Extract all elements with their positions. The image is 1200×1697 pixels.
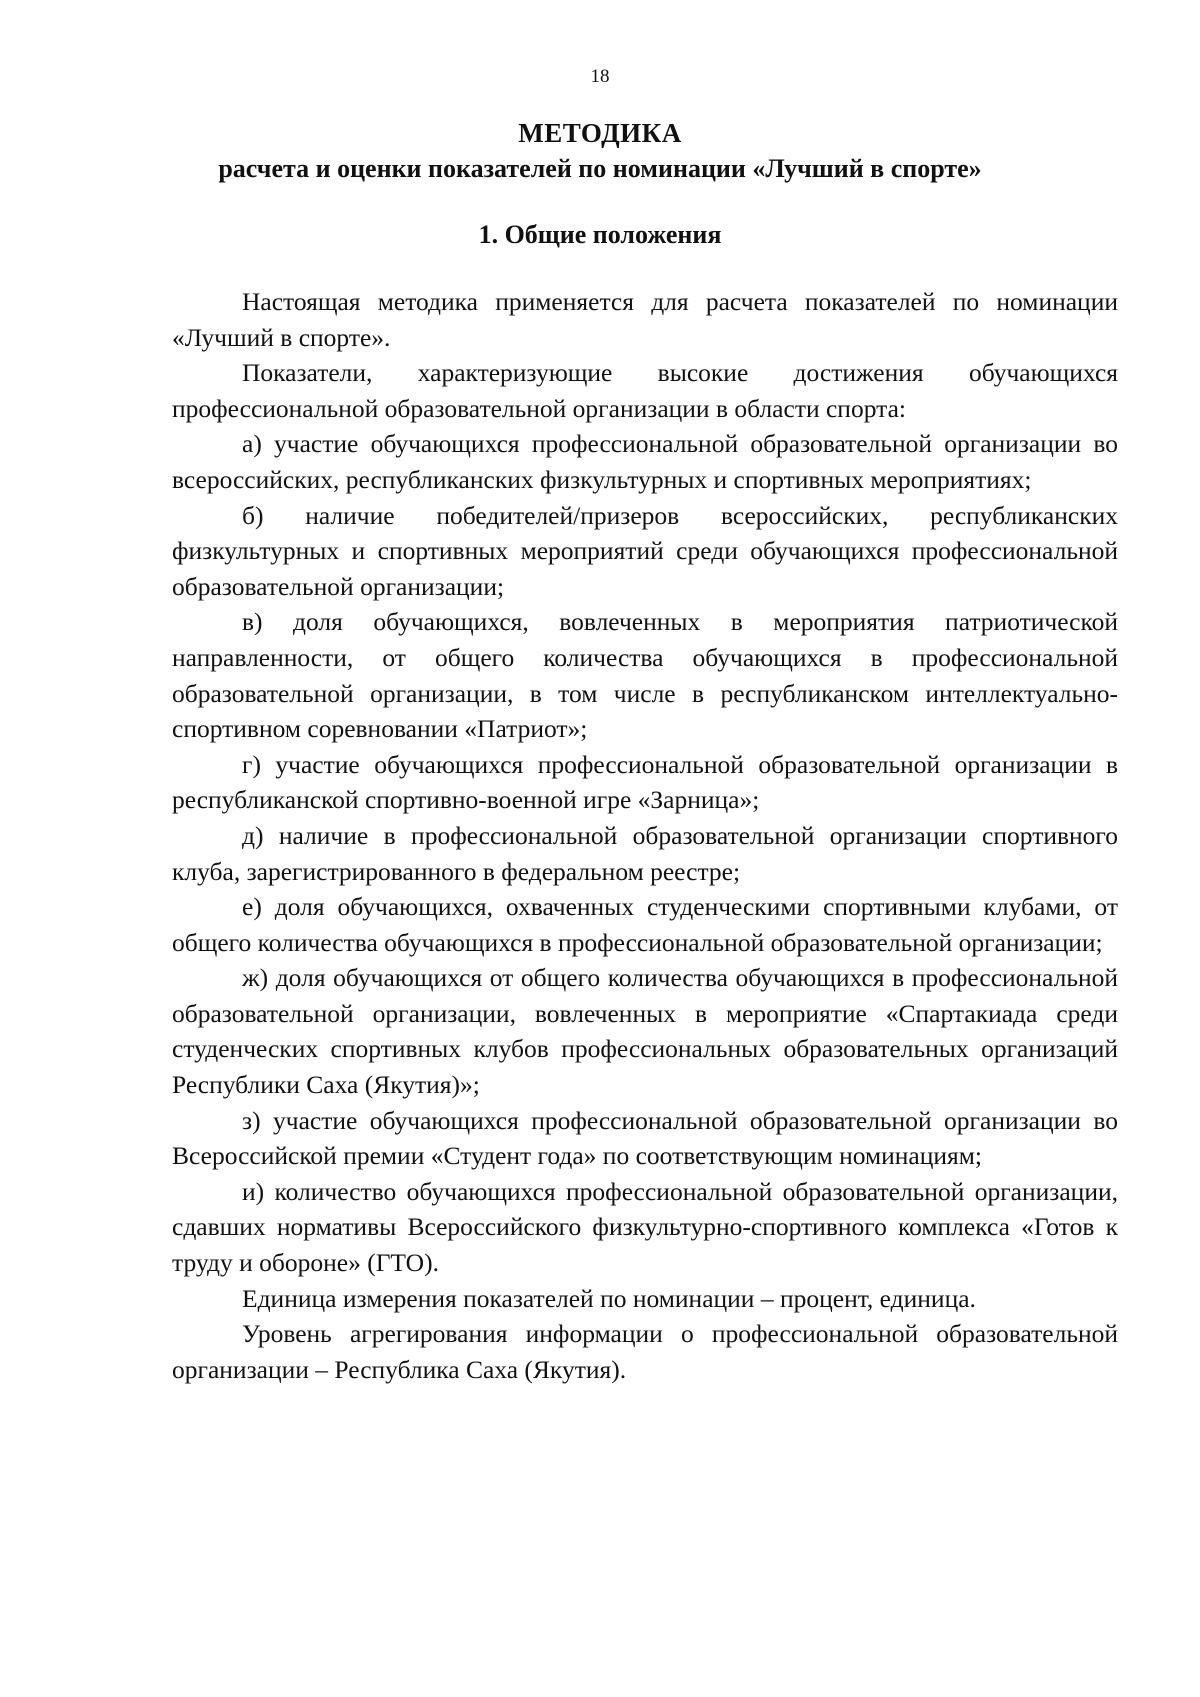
section-heading: 1. Общие положения (478, 220, 722, 249)
list-item-z: з) участие обучающихся профессиональной образовательной организации во Всероссийской премии «Студент года» по соответствующим номинациям; (172, 1105, 1118, 1171)
paragraph-intro: Настоящая методика применяется для расчета показателей по номинации «Лучший в спорте». (172, 287, 1118, 352)
list-item-a: а) участие обучающихся профессиональной образовательной организации во всероссийских, республиканских физкультурных и спортивных мероприятиях; (172, 429, 1118, 494)
paragraph-unit: Единица измерения показателей по номинации – процент, единица. (242, 1283, 976, 1313)
list-item-e: е) доля обучающихся, охваченных студенческими спортивными клубами, от общего количества обучающихся в профессиональной образовательной организации; (172, 892, 1118, 957)
body-text (172, 284, 1118, 1387)
paragraph-aggregation: Уровень агрегирования информации о профессиональной образовательной организации – Республика Саха (Якутия). (172, 1319, 1118, 1384)
list-item-b: б) наличие победителей/призеров всероссийских, республиканских физкультурных и спортивных мероприятий среди обучающихся профессиональной образовательной организации; (172, 500, 1118, 601)
document-subtitle: расчета и оценки показателей по номинации «Лучший в спорте» (218, 154, 982, 183)
list-item-v: в) доля обучающихся, вовлеченных в мероприятия патриотической направленности, от общего количества обучающихся в профессиональной образовательной организации, в том числе в республиканском интеллектуально-спортивном соревновании «Патриот»; (172, 607, 1118, 744)
list-item-zh: ж) доля обучающихся от общего количества обучающихся в профессиональной образовательной организации, вовлеченных в мероприятие «Спартакиада среди студенческих спортивных клубов профессиональных образовательных организаций Республики Саха (Якутия)»; (172, 963, 1118, 1100)
document-title: МЕТОДИКА (518, 118, 682, 148)
page-number: 18 (590, 66, 610, 87)
paragraph-indicators-lead: Показатели, характеризующие высокие достижения обучающихся профессиональной образовательной организации в области спорта: (172, 358, 1118, 423)
list-item-i: и) количество обучающихся профессиональной образовательной организации, сдавших нормативы Всероссийского физкультурно-спортивного комплекса «Готов к труду и обороне» (ГТО). (172, 1176, 1118, 1278)
list-item-d: д) наличие в профессиональной образовательной организации спортивного клуба, зарегистрированного в федеральном реестре; (172, 820, 1118, 886)
list-item-g: г) участие обучающихся профессиональной образовательной организации в республиканской спортивно-военной игре «Зарница»; (172, 749, 1118, 815)
